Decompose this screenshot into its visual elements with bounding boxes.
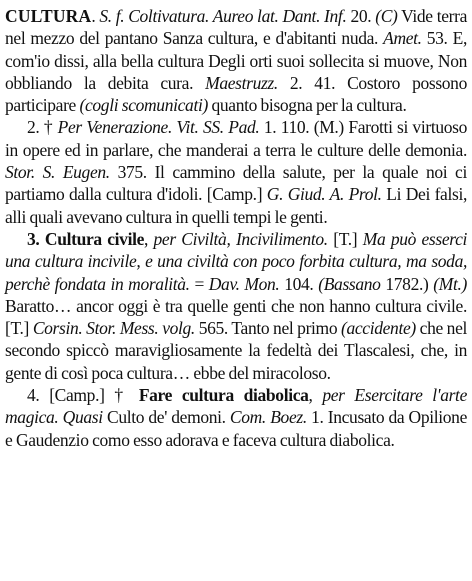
phrase-heading: Cultura civile [44, 228, 145, 249]
source-ref: Maestruzz. [205, 72, 278, 93]
grammar-note: S. f. Coltivatura. Aureo lat. Dant. Inf. [99, 6, 347, 26]
text-run: 20. [346, 6, 376, 26]
mark-m: (M.) [313, 117, 344, 138]
text-run: , [144, 228, 154, 249]
source-ref: Amet. [383, 28, 422, 49]
sense-definition: per Civiltà, Incivilimento. [153, 228, 328, 249]
text-run: quanto bisogna per la cultura. [207, 95, 407, 116]
text-run: 1782.) [380, 273, 434, 294]
entry-paragraph-2 [5, 116, 467, 227]
sense-number: 2. † [27, 117, 58, 138]
text-run: . [91, 6, 100, 26]
text-run: Culto de' demoni. [102, 407, 230, 428]
sense-definition: Per Venerazione. Vit. SS. Pad. [57, 117, 260, 138]
source-ref: Stor. S. Eugen. [5, 162, 110, 183]
italic-gloss: (accidente) [341, 318, 416, 339]
text-run: [T.] [327, 228, 363, 249]
text-run: 53. E, com'io dissi, alla bella cultura Degli orti suoi sollecita si muove, Non obbliando la debita cura. [5, 28, 467, 93]
sense-number: 3. [27, 228, 45, 249]
text-run: 375. Il cammino della salute, per la quale noi ci partiamo dalla cultura d'idoli. [Camp.] [5, 162, 467, 205]
source-ref: Com. Boez. [229, 407, 307, 428]
mark-c: (C) [375, 6, 398, 26]
entry-paragraph-4 [5, 384, 467, 451]
italic-gloss: (Bassano [318, 273, 381, 294]
text-run: , [308, 385, 323, 406]
mark-mt: (Mt.) [433, 273, 467, 294]
quotation: Ma può esserci una cultura incivile, e una civiltà con poco forbita cultura, ma soda, perchè fondata in moralità. [5, 228, 468, 294]
entry-paragraph-1 [5, 5, 467, 116]
source-ref: Dav. Mon. [208, 273, 280, 294]
text-run: = [189, 273, 209, 294]
entry-paragraph-3 [5, 228, 467, 384]
text-run: 104. [279, 273, 319, 294]
text-run: 1. 110. [259, 117, 314, 138]
text-run: Vide terra nel mezzo del pantano Sanza cultura, e d'abitanti nuda. [5, 6, 467, 49]
text-run: Farotti si virtuoso in opere ed in parlare, che manderai a terra le culture delle demonia. [5, 117, 467, 160]
text-run: Li Dei falsi, alli quali avevano cultura in quelli tempi le genti. [5, 184, 467, 227]
text-run: 1. Incusato da Opilione e Gaudenzio como esso adorava e faceva cultura diabolica. [5, 407, 467, 450]
sense-definition: per Esercitare l'arte magica. Quasi [5, 385, 467, 428]
text-run: 565. Tanto nel primo [194, 318, 342, 339]
text-run: Baratto… ancor oggi è tra quelle genti che non hanno cultura civile. [T.] [5, 295, 467, 339]
italic-gloss: (cogli scomunicati) [79, 95, 208, 116]
phrase-heading: Fare cultura diabolica [138, 385, 309, 406]
headword: CULTURA [5, 6, 92, 26]
text-run: che nel secondo spiccò maravigliosamente la fedeltà dei Tlascalesi, che, in gente di così poca cultura… ebbe del miracoloso. [5, 318, 468, 383]
source-ref: Corsin. Stor. Mess. volg. [32, 318, 195, 339]
sense-number: 4. [Camp.] † [27, 385, 139, 406]
text-run: 2. 41. Costoro possono participare [5, 72, 467, 116]
source-ref: G. Giud. A. Prol. [266, 184, 382, 205]
